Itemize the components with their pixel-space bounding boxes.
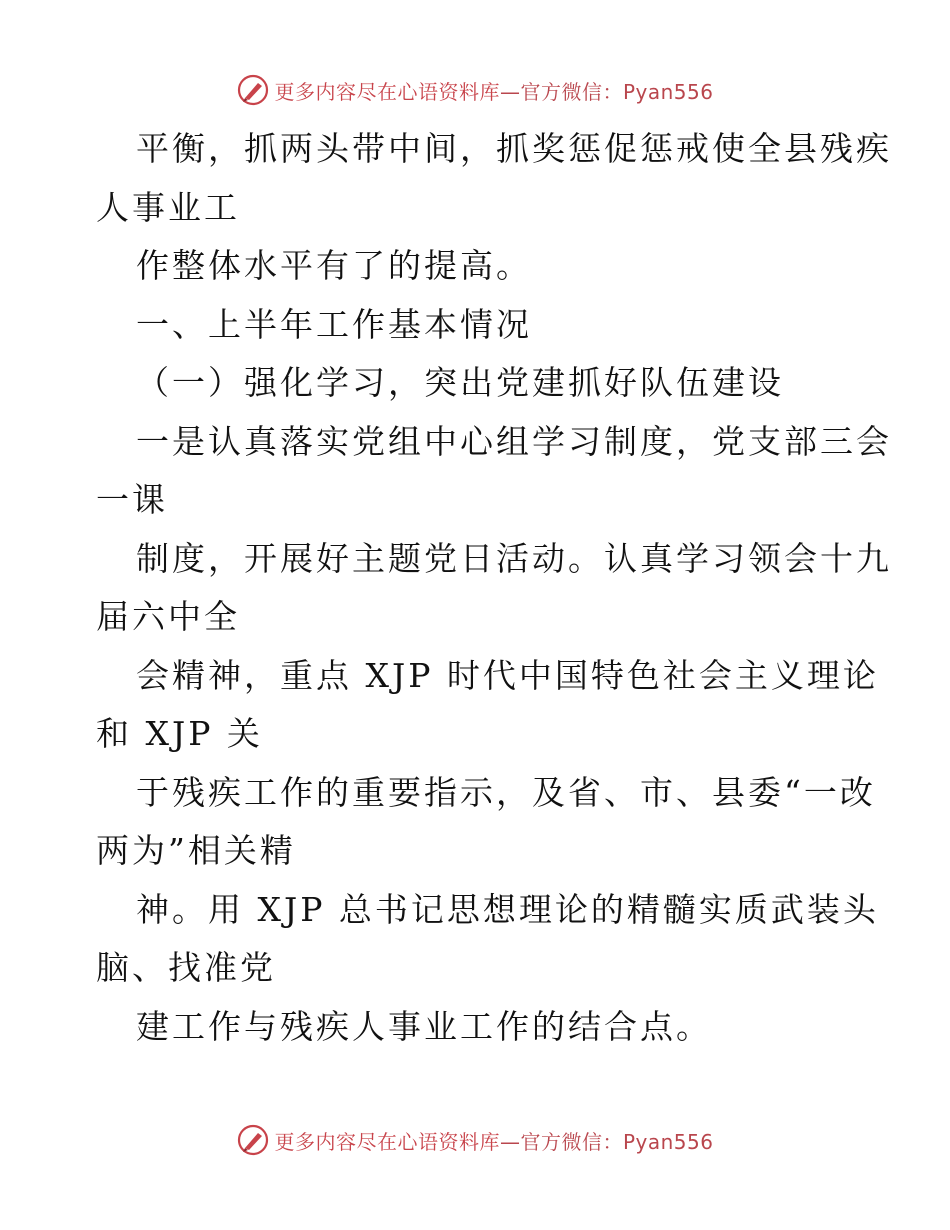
text-line: 会精神，重点 XJP 时代中国特色社会主义理论 bbox=[136, 655, 879, 695]
text-line: 一是认真落实党组中心组学习制度，党支部三会 bbox=[136, 421, 892, 461]
watermark-main-text: 更多内容尽在心语资料库 bbox=[274, 79, 500, 104]
text-line: 制度，开展好主题党日活动。认真学习领会十九 bbox=[136, 538, 892, 578]
document-body bbox=[96, 120, 892, 1056]
text-line: 两为”相关精 bbox=[96, 831, 296, 870]
text-line: 神。用 XJP 总书记思想理论的精髓实质武装头 bbox=[136, 889, 879, 929]
text-line: 脑、找准党 bbox=[96, 948, 276, 987]
text-line: 于残疾工作的重要指示，及省、市、县委“一改 bbox=[136, 772, 876, 812]
pen-logo-icon bbox=[236, 73, 270, 107]
text-line: 人事业工 bbox=[96, 187, 240, 227]
text-line: 届六中全 bbox=[96, 597, 240, 636]
text-line: 和 XJP 关 bbox=[96, 714, 263, 753]
text-line: 平衡，抓两头带中间，抓奖惩促惩戒使全县残疾 bbox=[136, 129, 892, 168]
header-watermark-banner bbox=[0, 68, 950, 112]
watermark-main-text: 更多内容尽在心语资料库 bbox=[274, 1129, 500, 1154]
text-line: 作整体水平有了的提高。 bbox=[136, 246, 532, 285]
text-line: 一课 bbox=[96, 480, 168, 519]
subsection-heading: （一）强化学习，突出党建抓好队伍建设 bbox=[136, 363, 784, 402]
text-line: 建工作与残疾人事业工作的结合点。 bbox=[136, 1006, 712, 1046]
section-heading: 一、上半年工作基本情况 bbox=[136, 304, 532, 344]
footer-watermark-banner bbox=[0, 1118, 950, 1162]
pen-logo-icon bbox=[236, 1123, 270, 1157]
watermark-contact-text: —官方微信：Pyan556 bbox=[499, 79, 714, 104]
watermark-contact-text: —官方微信：Pyan556 bbox=[499, 1129, 714, 1154]
